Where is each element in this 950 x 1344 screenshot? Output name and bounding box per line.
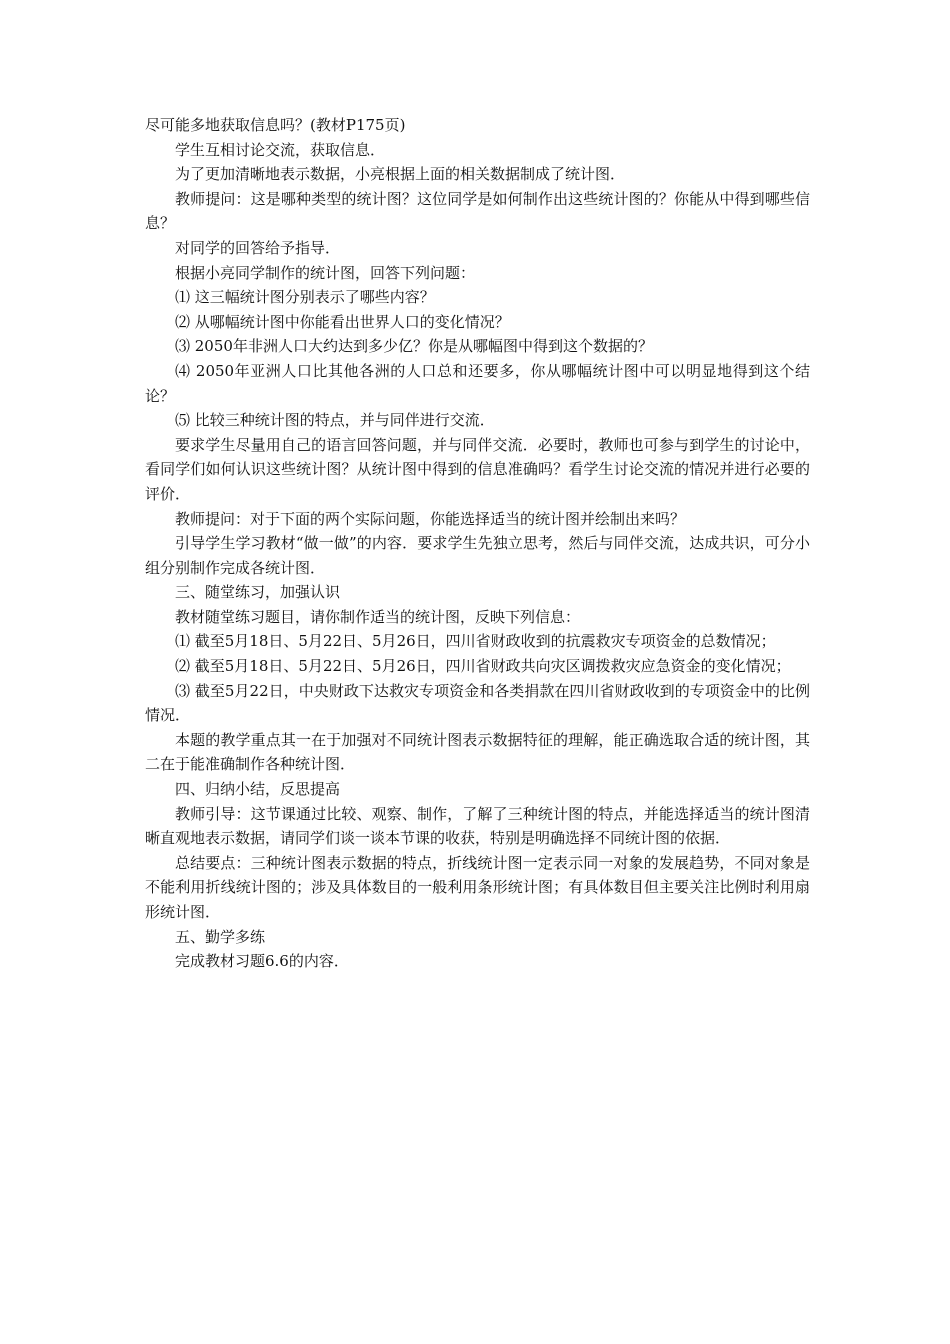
question-item: ⑷ 2050年亚洲人口比其他各洲的人口总和还要多，你从哪幅统计图中可以明显地得到这个结论？	[145, 361, 810, 405]
section-heading: 三、随堂练习，加强认识	[175, 583, 341, 602]
question-item: ⑸ 比较三种统计图的特点，并与同伴进行交流．	[175, 411, 495, 430]
paragraph: 学生互相讨论交流，获取信息．	[175, 140, 386, 159]
paragraph: 对同学的回答给予指导．	[175, 238, 341, 257]
question-item: ⑴ 这三幅统计图分别表示了哪些内容？	[175, 288, 435, 307]
paragraph: 本题的教学重点其一在于加强对不同统计图表示数据特征的理解，能正确选取合适的统计图，其二在于能准确制作各种统计图．	[145, 730, 810, 774]
document-body	[145, 113, 810, 974]
paragraph: 教师引导：这节课通过比较、观察、制作，了解了三种统计图的特点，并能选择适当的统计图清晰直观地表示数据，请同学们谈一谈本节课的收获，特别是明确选择不同统计图的依据．	[145, 804, 810, 848]
exercise-item: ⑵ 截至5月18日、5月22日、5月26日，四川省财政共向灾区调拨救灾应急资金的变化情况；	[175, 657, 791, 676]
paragraph: 教材随堂练习题目，请你制作适当的统计图，反映下列信息：	[175, 607, 581, 626]
section-heading: 五、勤学多练	[175, 927, 266, 946]
section-heading: 四、归纳小结，反思提高	[175, 780, 341, 799]
exercise-item: ⑶ 截至5月22日，中央财政下达救灾专项资金和各类捐款在四川省财政收到的专项资金中的比例情况．	[145, 681, 810, 725]
question-item: ⑶ 2050年非洲人口大约达到多少亿？你是从哪幅图中得到这个数据的？	[175, 337, 653, 356]
paragraph: 总结要点：三种统计图表示数据的特点，折线统计图一定表示同一对象的发展趋势，不同对象是不能利用折线统计图的；涉及具体数目的一般利用条形统计图；有具体数目但主要关注比例时利用扇形统计图．	[145, 853, 810, 921]
exercise-item: ⑴ 截至5月18日、5月22日、5月26日，四川省财政收到的抗震救灾专项资金的总数情况；	[175, 632, 776, 651]
question-item: ⑵ 从哪幅统计图中你能看出世界人口的变化情况？	[175, 312, 510, 331]
paragraph: 教师提问：这是哪种类型的统计图？这位同学是如何制作出这些统计图的？你能从中得到哪些信息？	[145, 189, 810, 233]
paragraph: 完成教材习题6.6的内容．	[175, 952, 349, 971]
paragraph: 教师提问：对于下面的两个实际问题，你能选择适当的统计图并绘制出来吗？	[175, 509, 686, 528]
paragraph: 为了更加清晰地表示数据，小亮根据上面的相关数据制成了统计图．	[175, 165, 626, 184]
paragraph: 要求学生尽量用自己的语言回答问题，并与同伴交流．必要时，教师也可参与到学生的讨论中，看同学们如何认识这些统计图？从统计图中得到的信息准确吗？看学生讨论交流的情况并进行必要的评价．	[145, 435, 810, 503]
paragraph-continuation: 尽可能多地获取信息吗？(教材P175页)	[145, 116, 406, 134]
paragraph: 引导学生学习教材“做一做”的内容．要求学生先独立思考，然后与同伴交流，达成共识，可分小组分别制作完成各统计图．	[145, 534, 810, 577]
paragraph: 根据小亮同学制作的统计图，回答下列问题：	[175, 263, 476, 282]
